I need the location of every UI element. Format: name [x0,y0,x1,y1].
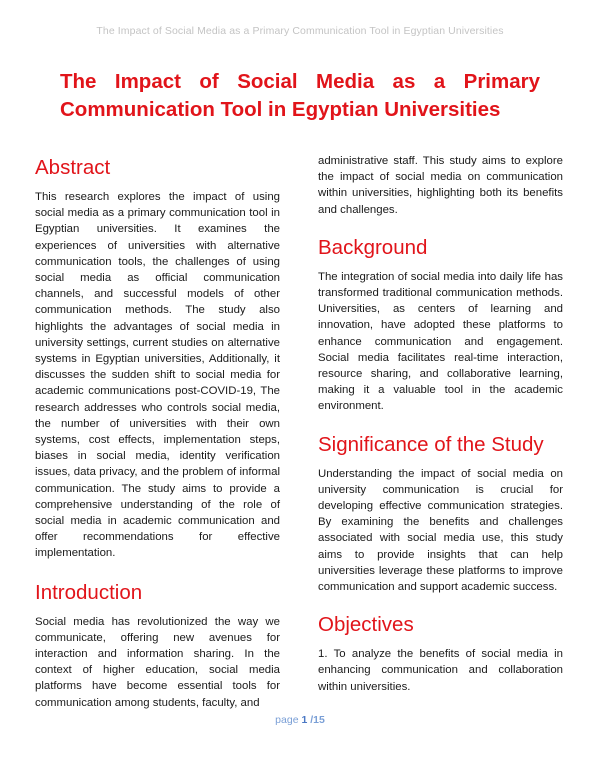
introduction-heading: Introduction [35,580,143,604]
abstract-heading: Abstract [35,156,111,179]
introduction-text-part1: Social media has revolutionized the way we communicate, offering new avenues for interaction and information sharing. In the context of higher education, social media platforms have become essential tools for communication among students, faculty, and [35,615,280,709]
objectives-text: 1. To analyze the benefits of social media in enhancing communication and collaboration within universities. [318,648,563,693]
background-text: The integration of social media into daily life has transformed traditional communication methods. Universities, as centers of learning and innovation, have adopted these platforms to enhance communication and engagement. Social media facilitates real-time interaction, resource sharing, and collaborative learning, making it a valuable tool in the academic environment. [318,270,563,413]
page-footer [0,714,600,726]
total-pages: /15 [310,714,325,726]
introduction-text-part2: administrative staff. This study aims to explore the impact of social media on communication within universities, highlighting both its benefits and challenges. [318,155,563,216]
page-label: page [275,714,299,726]
abstract-text: This research explores the impact of using social media as a primary communication tool in Egyptian universities. It examines the experiences of universities with alternative communication tools, the challenges of using social media as official communication channels, and successful models of other communication methods. The study also highlights the advantages of social media in university settings, current studies on alternative systems in Egyptian universities, Additionally, it discusses the sudden shift to social media for academic communications post-COVID-19, The research addresses who controls social media, the number of universities with their own systems, cost effects, implementation steps, biases in social media, identity verification issues, data privacy, and the problem of informal communication. The study aims to provide a comprehensive understanding of the role of social media in academic communication and offer recommendations for effective implementation. [35,191,280,560]
current-page-number: 1 [301,714,308,726]
significance-heading: Significance of the Study [318,432,544,456]
left-column [35,155,280,711]
running-header: The Impact of Social Media as a Primary Communication Tool in Egyptian Universities [96,25,504,37]
objectives-heading: Objectives [318,613,414,637]
significance-text: Understanding the impact of social media on university communication is crucial for developing effective communication strategies. By examining the benefits and challenges associated with social media use, this study aims to provide insights that can help universities leverage these platforms to improve communication and support academic success. [318,467,563,594]
background-heading: Background [318,235,428,259]
document-title: The Impact of Social Media as a Primary Communication Tool in Egyptian Universities [60,70,540,121]
right-column [318,153,563,695]
